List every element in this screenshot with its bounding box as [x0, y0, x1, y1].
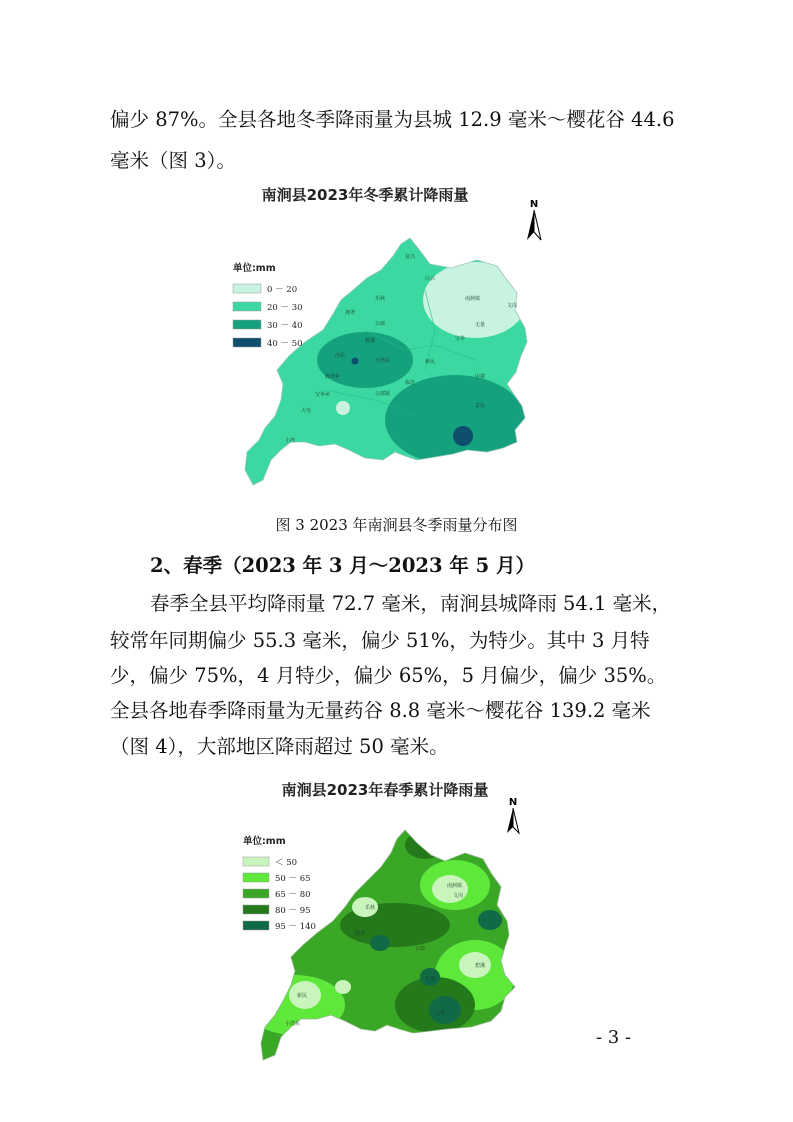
legend-swatch: [243, 873, 269, 882]
figure-3-winter-map: [225, 180, 560, 500]
place-label: 大屯: [301, 408, 312, 414]
legend-label: 40 － 50: [267, 339, 303, 349]
place-label: 宝华乡: [315, 392, 331, 398]
legend-label: 20 － 30: [267, 303, 303, 313]
legend-swatch: [243, 921, 269, 930]
place-label: 拥翠: [345, 310, 356, 316]
figure-4-legend: [243, 835, 316, 932]
legend-swatch: [243, 905, 269, 914]
place-label: 新民: [425, 359, 436, 365]
place-label: 景东: [475, 403, 486, 409]
place-label: 公郎镇: [375, 391, 391, 397]
text-line-7: （图 4），大部地区降雨超过 50 毫米。: [110, 735, 449, 758]
place-label: 拥翠乡: [325, 374, 341, 380]
legend-label: 30 － 40: [267, 321, 303, 331]
place-label: 小湾: [285, 438, 296, 444]
text-line-5: 少，偏少 75%，4 月特少，偏少 65%，5 月偏少，偏少 35%。: [110, 664, 667, 687]
legend-label: 50 － 65: [275, 874, 311, 884]
place-label: 宝华: [455, 336, 466, 342]
north-label: N: [508, 797, 518, 808]
place-label: 南涧镇: [447, 883, 463, 889]
text-line-2: 毫米（图 3）。: [110, 149, 236, 172]
legend-swatch: [243, 889, 269, 898]
legend-label: ＜ 50: [275, 858, 298, 868]
text-line-6: 全县各地春季降雨量为无量药谷 8.8 毫米～樱花谷 139.2 毫米: [110, 699, 651, 722]
text-line-3: 春季全县平均降雨量 72.7 毫米，南涧县城降雨 54.1 毫米，: [150, 592, 672, 615]
legend-swatch: [233, 338, 261, 347]
page-number: - 3 -: [596, 1027, 632, 1048]
place-label: 无量: [475, 322, 486, 328]
place-label: 沙乐: [335, 353, 346, 359]
figure-4-title: 南涧县2023年春季累计降雨量: [281, 781, 489, 799]
legend-label: 0 － 20: [267, 285, 298, 295]
place-label: 新民: [297, 993, 308, 999]
place-label: 临沧: [405, 380, 416, 386]
north-label: N: [529, 199, 539, 210]
place-label: 复兴: [405, 254, 416, 260]
place-label: 小湾东: [375, 358, 391, 364]
place-label: 乐秋: [375, 296, 386, 302]
legend-label: 80 － 95: [275, 906, 311, 916]
place-label: 碧溪: [365, 338, 376, 344]
place-label: 文岗: [507, 303, 518, 309]
place-label: 公郎: [375, 321, 386, 327]
place-label: 小湾东: [285, 1021, 301, 1027]
legend-swatch: [233, 284, 261, 293]
figure-3-caption: 图 3 2023 年南涧县冬季雨量分布图: [275, 516, 518, 534]
legend-label: 单位:mm: [233, 263, 276, 274]
place-label: 宝华: [435, 1011, 446, 1017]
place-label: 公郎: [415, 946, 426, 952]
figure-3-legend: [233, 262, 303, 349]
north-arrow-icon: [527, 199, 541, 240]
figure-4-spring-map: [235, 775, 535, 1065]
place-label: 拥翠: [355, 931, 366, 937]
north-arrow-icon: [507, 797, 519, 833]
legend-label: 单位:mm: [243, 836, 286, 847]
figure-3-title: 南涧县2023年冬季累计降雨量: [261, 186, 469, 204]
legend-swatch: [243, 857, 269, 866]
text-line-4: 较常年同期偏少 55.3 毫米，偏少 51%，为特少。其中 3 月特: [110, 629, 650, 652]
place-label: 乐秋: [365, 905, 376, 911]
place-label: 南涧镇: [465, 296, 481, 302]
place-label: 无量: [425, 976, 436, 982]
place-label: 中寨: [475, 374, 486, 380]
place-label: 白云: [425, 276, 436, 282]
legend-label: 95 － 140: [275, 922, 316, 932]
legend-swatch: [233, 320, 261, 329]
place-label: 文岗: [453, 893, 464, 899]
place-label: 碧溪: [475, 963, 486, 969]
legend-swatch: [233, 302, 261, 311]
legend-label: 65 － 80: [275, 890, 311, 900]
text-line-1: 偏少 87%。全县各地冬季降雨量为县城 12.9 毫米～樱花谷 44.6: [110, 108, 675, 131]
section-heading-spring: 2、春季（2023 年 3 月～2023 年 5 月）: [150, 554, 535, 577]
